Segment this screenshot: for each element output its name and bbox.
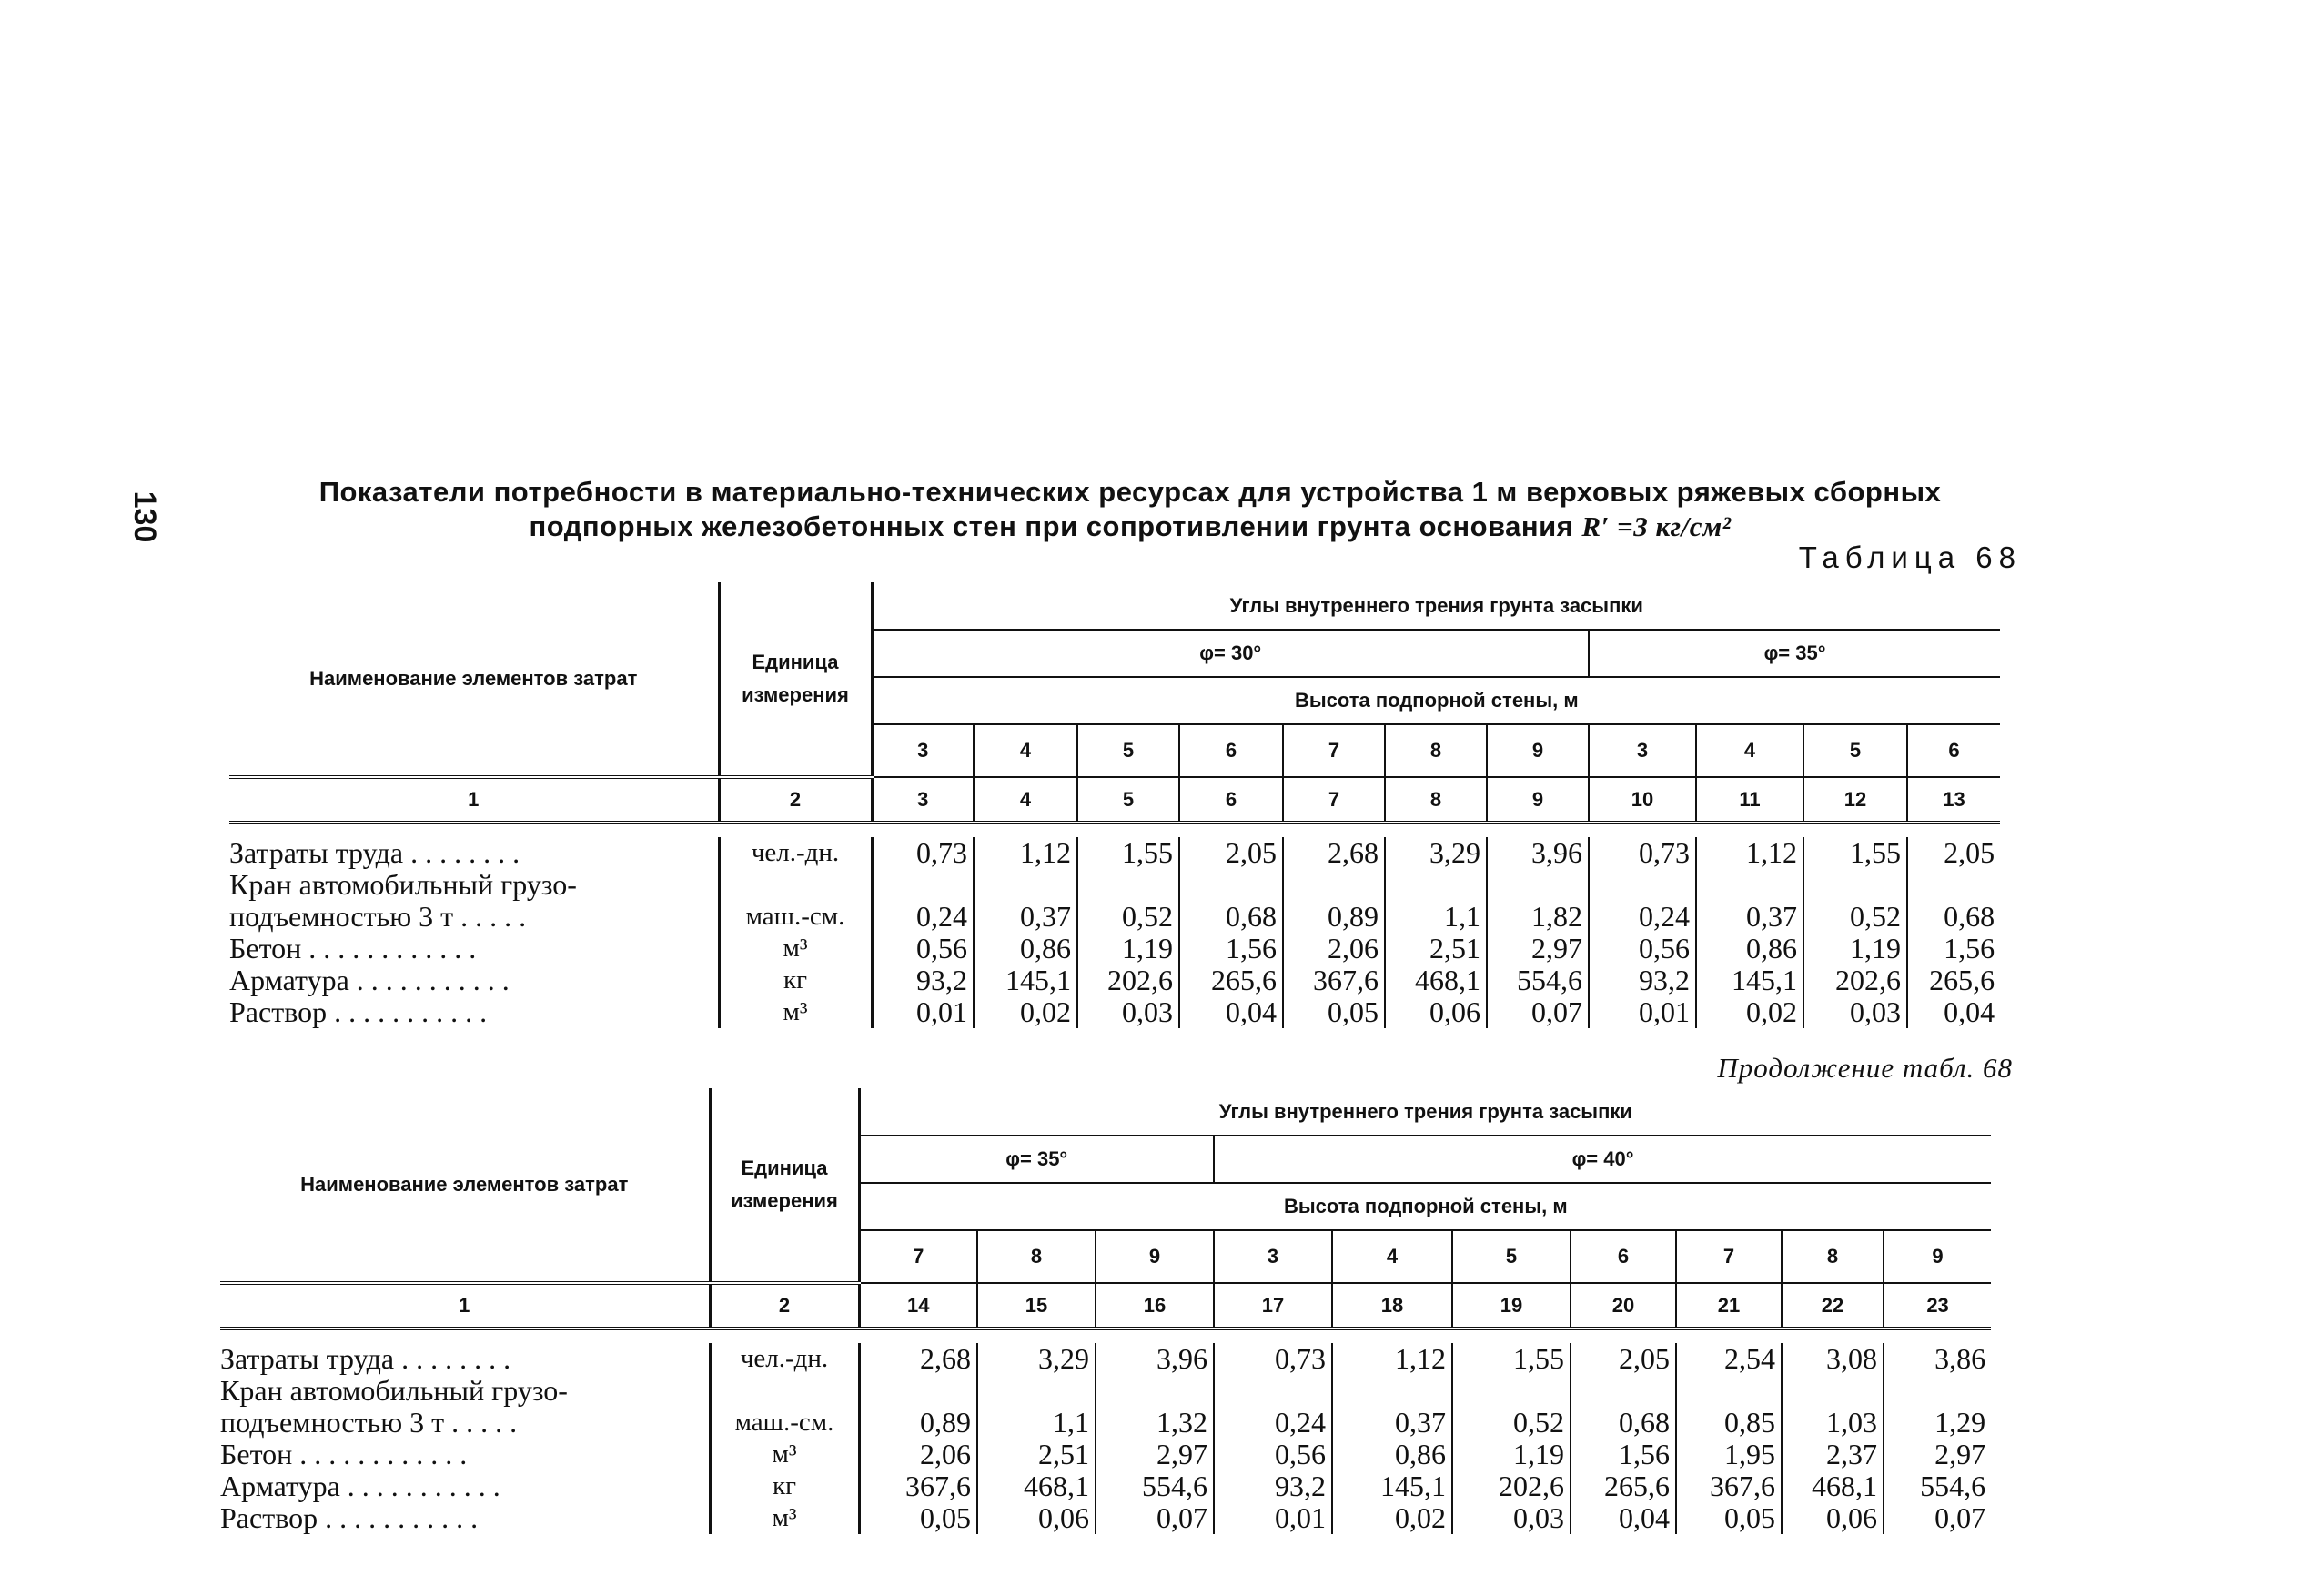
value-cell: 0,86 [974, 933, 1077, 965]
value-cell: 0,01 [1589, 996, 1696, 1028]
value-cell: 2,97 [1884, 1439, 1991, 1470]
continuation-label: Продолжение табл. 68 [1717, 1052, 2013, 1084]
value-cell: 0,52 [1803, 901, 1907, 933]
row-unit: маш.-см. [719, 901, 872, 933]
value-cell [1214, 1375, 1332, 1407]
height-header-cell: 5 [1803, 724, 1907, 777]
row-unit: кг [719, 965, 872, 996]
value-cell: 2,68 [859, 1343, 977, 1375]
header-name-col: Наименование элементов затрат [229, 582, 719, 777]
height-header-cell: 3 [872, 724, 974, 777]
value-cell: 145,1 [1696, 965, 1803, 996]
value-cell: 0,37 [1696, 901, 1803, 933]
column-number-cell: 18 [1332, 1283, 1452, 1328]
value-cell [1077, 869, 1179, 901]
value-cell: 0,89 [1283, 901, 1385, 933]
value-cell: 468,1 [1385, 965, 1487, 996]
value-cell: 0,56 [872, 933, 974, 965]
height-header-cell: 5 [1452, 1230, 1571, 1283]
height-header-cell: 6 [1179, 724, 1283, 777]
value-cell: 2,06 [1283, 933, 1385, 965]
row-name: Бетон . . . . . . . . . . . . [220, 1439, 468, 1470]
row-name: Арматура . . . . . . . . . . . [220, 1470, 500, 1502]
value-cell: 202,6 [1452, 1470, 1571, 1502]
height-header-cell: 6 [1571, 1230, 1676, 1283]
value-cell: 1,32 [1096, 1407, 1214, 1439]
value-cell: 0,06 [1782, 1502, 1884, 1534]
title-line-1: Показатели потребности в материально-технических ресурсах для устройства 1 м верховых ряжевых сборных [318, 476, 1942, 508]
column-number-cell: 10 [1589, 777, 1696, 823]
column-number-cell: 4 [974, 777, 1077, 823]
value-cell [1332, 1375, 1452, 1407]
value-cell: 1,56 [1907, 933, 2000, 965]
value-cell: 0,37 [1332, 1407, 1452, 1439]
row-unit: чел.-дн. [719, 837, 872, 869]
value-cell: 0,03 [1803, 996, 1907, 1028]
value-cell: 1,12 [1332, 1343, 1452, 1375]
row-name: Арматура . . . . . . . . . . . [229, 965, 510, 996]
value-cell: 0,56 [1214, 1439, 1332, 1470]
value-cell: 0,37 [974, 901, 1077, 933]
value-cell [1487, 869, 1589, 901]
column-number-cell: 7 [1283, 777, 1385, 823]
value-cell: 0,03 [1077, 996, 1179, 1028]
value-cell: 1,55 [1803, 837, 1907, 869]
value-cell: 0,07 [1487, 996, 1589, 1028]
column-number-cell: 20 [1571, 1283, 1676, 1328]
page-number: 130 [127, 490, 162, 543]
value-cell: 0,01 [872, 996, 974, 1028]
height-header-cell: 9 [1096, 1230, 1214, 1283]
value-cell: 2,97 [1487, 933, 1589, 965]
value-cell: 0,86 [1696, 933, 1803, 965]
height-header-cell: 8 [977, 1230, 1096, 1283]
value-cell: 0,68 [1907, 901, 2000, 933]
value-cell: 2,37 [1782, 1439, 1884, 1470]
table-row [220, 1407, 1991, 1439]
height-header-cell: 4 [1332, 1230, 1452, 1283]
value-cell: 2,51 [977, 1439, 1096, 1470]
title-line-2-text: подпорных железобетонных стен при сопротивлении грунта основания [529, 510, 1574, 542]
row-unit: чел.-дн. [710, 1343, 859, 1375]
value-cell: 0,04 [1571, 1502, 1676, 1534]
value-cell: 0,05 [859, 1502, 977, 1534]
value-cell [1385, 869, 1487, 901]
table-row [220, 1502, 1991, 1534]
value-cell: 468,1 [1782, 1470, 1884, 1502]
value-cell: 554,6 [1096, 1470, 1214, 1502]
column-number-cell: 2 [719, 777, 872, 823]
value-cell [1676, 1375, 1782, 1407]
value-cell: 1,55 [1077, 837, 1179, 869]
value-cell: 0,02 [1332, 1502, 1452, 1534]
value-cell: 1,19 [1803, 933, 1907, 965]
value-cell: 1,29 [1884, 1407, 1991, 1439]
value-cell: 0,05 [1676, 1502, 1782, 1534]
value-cell: 367,6 [1283, 965, 1385, 996]
value-cell: 1,1 [1385, 901, 1487, 933]
value-cell [1589, 869, 1696, 901]
value-cell: 93,2 [1589, 965, 1696, 996]
value-cell: 554,6 [1884, 1470, 1991, 1502]
value-cell [1096, 1375, 1214, 1407]
value-cell: 1,19 [1452, 1439, 1571, 1470]
value-cell [1452, 1375, 1571, 1407]
height-header-cell: 7 [1283, 724, 1385, 777]
row-unit [710, 1375, 859, 1407]
value-cell: 367,6 [859, 1470, 977, 1502]
value-cell: 0,73 [872, 837, 974, 869]
header-phi40: φ= 40° [1214, 1136, 1991, 1183]
table-row [220, 1439, 1991, 1470]
column-number-cell: 1 [229, 777, 719, 823]
row-unit: маш.-см. [710, 1407, 859, 1439]
value-cell: 1,82 [1487, 901, 1589, 933]
header-name-col: Наименование элементов затрат [220, 1088, 710, 1283]
height-header-cell: 7 [859, 1230, 977, 1283]
value-cell: 367,6 [1676, 1470, 1782, 1502]
value-cell: 3,29 [1385, 837, 1487, 869]
row-name: Затраты труда . . . . . . . . [220, 1343, 511, 1375]
column-number-cell: 8 [1385, 777, 1487, 823]
value-cell: 1,1 [977, 1407, 1096, 1439]
header-unit-col [719, 582, 872, 777]
value-cell [1884, 1375, 1991, 1407]
header-angles: Углы внутреннего трения грунта засыпки [872, 582, 2000, 630]
value-cell: 2,05 [1907, 837, 2000, 869]
value-cell: 0,06 [1385, 996, 1487, 1028]
value-cell [1283, 869, 1385, 901]
height-header-cell: 8 [1385, 724, 1487, 777]
row-unit [719, 869, 872, 901]
table-row [220, 1470, 1991, 1502]
value-cell: 0,68 [1571, 1407, 1676, 1439]
value-cell: 0,24 [1214, 1407, 1332, 1439]
value-cell: 0,02 [974, 996, 1077, 1028]
height-header-cell: 9 [1487, 724, 1589, 777]
header-phi30: φ= 30° [872, 630, 1589, 677]
column-number-cell: 2 [710, 1283, 859, 1328]
row-name: Бетон . . . . . . . . . . . . [229, 933, 477, 965]
column-number-cell: 15 [977, 1283, 1096, 1328]
value-cell: 3,86 [1884, 1343, 1991, 1375]
row-name: Кран автомобильный грузо- [220, 1375, 568, 1407]
column-number-cell: 14 [859, 1283, 977, 1328]
value-cell: 0,73 [1214, 1343, 1332, 1375]
value-cell: 3,08 [1782, 1343, 1884, 1375]
title-line-2 [238, 510, 2022, 544]
table-row [220, 1375, 1991, 1407]
value-cell: 0,03 [1452, 1502, 1571, 1534]
unit-header-line-2: измерения [731, 1189, 838, 1212]
height-header-cell: 3 [1214, 1230, 1332, 1283]
value-cell: 145,1 [974, 965, 1077, 996]
value-cell: 0,89 [859, 1407, 977, 1439]
value-cell: 3,96 [1096, 1343, 1214, 1375]
table-row [229, 837, 2000, 869]
unit-header-line-1: Единица [741, 1157, 828, 1179]
value-cell: 0,07 [1096, 1502, 1214, 1534]
row-unit: м³ [710, 1439, 859, 1470]
table-row [220, 1343, 1991, 1375]
value-cell: 265,6 [1907, 965, 2000, 996]
column-number-cell: 13 [1907, 777, 2000, 823]
value-cell: 0,01 [1214, 1502, 1332, 1534]
value-cell: 1,12 [1696, 837, 1803, 869]
table-label: Таблица 68 [1798, 540, 2022, 574]
row-name: Раствор . . . . . . . . . . . [229, 996, 488, 1028]
value-cell: 0,24 [872, 901, 974, 933]
value-cell: 2,06 [859, 1439, 977, 1470]
value-cell: 2,68 [1283, 837, 1385, 869]
value-cell: 1,55 [1452, 1343, 1571, 1375]
value-cell: 0,06 [977, 1502, 1096, 1534]
value-cell: 0,07 [1884, 1502, 1991, 1534]
column-number-cell: 23 [1884, 1283, 1991, 1328]
unit-header-line-1: Единица [752, 651, 839, 673]
value-cell: 1,95 [1676, 1439, 1782, 1470]
header-height: Высота подпорной стены, м [859, 1183, 1991, 1230]
value-cell: 3,29 [977, 1343, 1096, 1375]
value-cell: 0,68 [1179, 901, 1283, 933]
value-cell: 2,51 [1385, 933, 1487, 965]
value-cell: 202,6 [1077, 965, 1179, 996]
column-number-cell: 12 [1803, 777, 1907, 823]
value-cell: 0,05 [1283, 996, 1385, 1028]
value-cell: 0,24 [1589, 901, 1696, 933]
row-name: подъемностью 3 т . . . . . [220, 1407, 518, 1439]
value-cell [1696, 869, 1803, 901]
height-header-cell: 4 [1696, 724, 1803, 777]
row-unit: кг [710, 1470, 859, 1502]
column-number-cell: 6 [1179, 777, 1283, 823]
value-cell: 468,1 [977, 1470, 1096, 1502]
value-cell: 93,2 [1214, 1470, 1332, 1502]
table-row [229, 869, 2000, 901]
column-number-cell: 17 [1214, 1283, 1332, 1328]
value-cell: 0,85 [1676, 1407, 1782, 1439]
value-cell: 2,97 [1096, 1439, 1214, 1470]
title-formula: R′ =3 кг/см² [1581, 510, 1732, 542]
row-unit: м³ [719, 996, 872, 1028]
value-cell: 202,6 [1803, 965, 1907, 996]
value-cell [1571, 1375, 1676, 1407]
value-cell [1179, 869, 1283, 901]
row-name: Раствор . . . . . . . . . . . [220, 1502, 479, 1534]
value-cell: 3,96 [1487, 837, 1589, 869]
value-cell: 265,6 [1179, 965, 1283, 996]
column-number-cell: 19 [1452, 1283, 1571, 1328]
value-cell [859, 1375, 977, 1407]
value-cell: 2,05 [1571, 1343, 1676, 1375]
column-number-cell: 22 [1782, 1283, 1884, 1328]
value-cell: 1,03 [1782, 1407, 1884, 1439]
column-number-cell: 11 [1696, 777, 1803, 823]
column-number-cell: 9 [1487, 777, 1589, 823]
table-row [229, 901, 2000, 933]
row-name: Затраты труда . . . . . . . . [229, 837, 520, 869]
height-header-cell: 3 [1589, 724, 1696, 777]
value-cell: 0,52 [1077, 901, 1179, 933]
value-cell [974, 869, 1077, 901]
value-cell: 93,2 [872, 965, 974, 996]
value-cell: 0,02 [1696, 996, 1803, 1028]
column-number-cell: 16 [1096, 1283, 1214, 1328]
column-number-cell: 1 [220, 1283, 710, 1328]
value-cell [1803, 869, 1907, 901]
header-phi35: φ= 35° [1589, 630, 2000, 677]
row-name: Кран автомобильный грузо- [229, 869, 577, 901]
header-angles: Углы внутреннего трения грунта засыпки [859, 1088, 1991, 1136]
value-cell: 0,04 [1907, 996, 2000, 1028]
height-header-cell: 8 [1782, 1230, 1884, 1283]
height-header-cell: 7 [1676, 1230, 1782, 1283]
unit-header-line-2: измерения [742, 683, 849, 706]
value-cell: 0,86 [1332, 1439, 1452, 1470]
value-cell: 1,12 [974, 837, 1077, 869]
height-header-cell: 4 [974, 724, 1077, 777]
table-title [238, 475, 2022, 544]
value-cell: 0,73 [1589, 837, 1696, 869]
table-part-1 [229, 582, 2000, 1028]
table-row [229, 933, 2000, 965]
value-cell [1907, 869, 2000, 901]
height-header-cell: 6 [1907, 724, 2000, 777]
height-header-cell: 9 [1884, 1230, 1991, 1283]
header-unit-col [710, 1088, 859, 1283]
value-cell: 0,04 [1179, 996, 1283, 1028]
column-number-cell: 3 [872, 777, 974, 823]
value-cell: 2,05 [1179, 837, 1283, 869]
table-row [229, 965, 2000, 996]
value-cell [977, 1375, 1096, 1407]
value-cell [1782, 1375, 1884, 1407]
column-number-cell: 5 [1077, 777, 1179, 823]
value-cell: 554,6 [1487, 965, 1589, 996]
value-cell: 265,6 [1571, 1470, 1676, 1502]
table-part-2 [220, 1088, 1991, 1534]
height-header-cell: 5 [1077, 724, 1179, 777]
header-phi35: φ= 35° [859, 1136, 1214, 1183]
value-cell: 2,54 [1676, 1343, 1782, 1375]
value-cell: 0,52 [1452, 1407, 1571, 1439]
value-cell: 1,19 [1077, 933, 1179, 965]
value-cell [872, 869, 974, 901]
value-cell: 0,56 [1589, 933, 1696, 965]
row-unit: м³ [710, 1502, 859, 1534]
value-cell: 1,56 [1571, 1439, 1676, 1470]
header-height: Высота подпорной стены, м [872, 677, 2000, 724]
table-row [229, 996, 2000, 1028]
value-cell: 1,56 [1179, 933, 1283, 965]
value-cell: 145,1 [1332, 1470, 1452, 1502]
row-name: подъемностью 3 т . . . . . [229, 901, 527, 933]
column-number-cell: 21 [1676, 1283, 1782, 1328]
row-unit: м³ [719, 933, 872, 965]
